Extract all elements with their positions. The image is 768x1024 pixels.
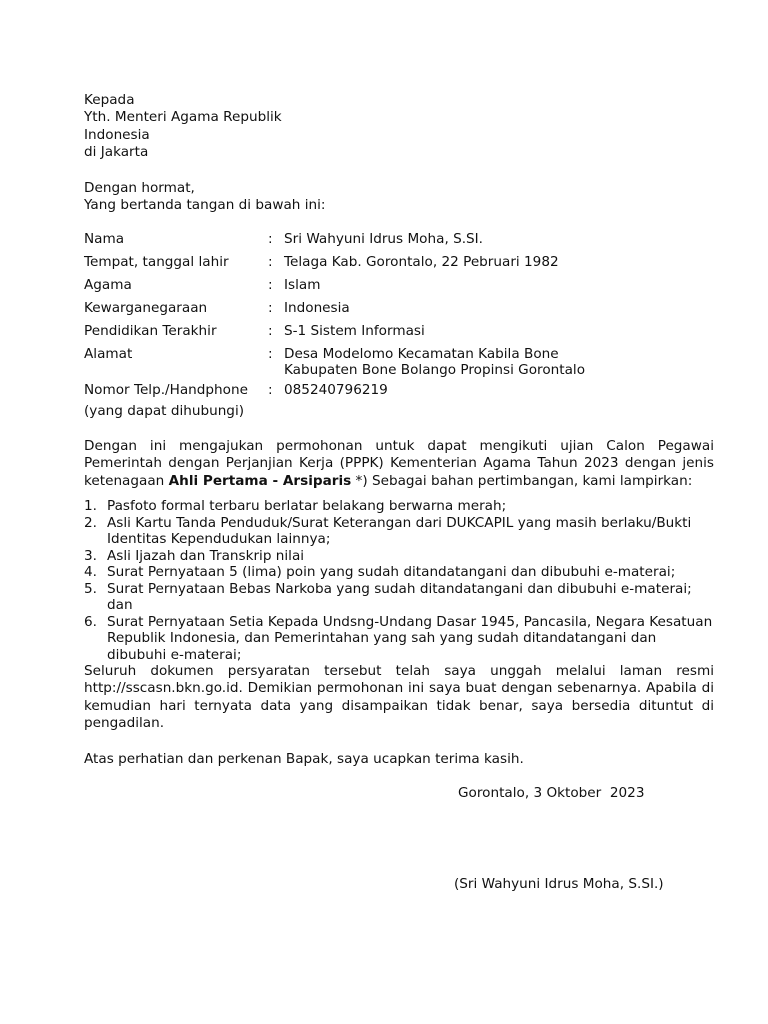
info-row-phone [84, 382, 714, 399]
info-colon: : [268, 277, 273, 294]
info-row-religion [84, 277, 714, 294]
info-colon: : [268, 345, 273, 362]
info-value-line: Sri Wahyuni Idrus Moha, S.SI. [284, 231, 483, 248]
info-colon: : [268, 254, 273, 271]
requirements-list [84, 498, 714, 663]
position-name: Ahli Pertama - Arsiparis [168, 472, 352, 489]
info-value-line: Kabupaten Bone Bolango Propinsi Gorontalo [284, 361, 586, 378]
info-value [284, 277, 714, 294]
info-colon: : [268, 323, 273, 340]
info-label: Agama [84, 277, 132, 294]
letter [84, 92, 714, 894]
signer-name: (Sri Wahyuni Idrus Moha, S.SI.) [454, 876, 664, 893]
list-item [84, 614, 714, 664]
list-item [84, 548, 714, 565]
info-value [284, 323, 714, 340]
info-label: Kewarganegaraan [84, 300, 208, 317]
info-label: Tempat, tanggal lahir [84, 254, 229, 271]
body-text: *) Sebagai bahan pertimbangan, kami lampirkan: [351, 472, 693, 489]
recipient-line: Indonesia [84, 126, 150, 143]
list-number: 4. [84, 564, 97, 580]
info-colon: : [268, 300, 273, 317]
info-colon: : [268, 381, 273, 398]
greeting: Dengan hormat, [84, 179, 195, 196]
info-value [284, 231, 714, 248]
info-colon: : [268, 231, 273, 248]
list-item [84, 515, 714, 548]
recipient-line: di Jakarta [84, 144, 149, 161]
info-value [284, 346, 714, 378]
body-text: Dengan ini mengajukan permohonan untuk dapat mengikuti ujian Calon Pegawai Pemerintah dengan Perjanjian Kerja (PPPK) Kementerian Agama Tahun 2023 dengan jenis ketenagaan [84, 437, 714, 489]
info-value [284, 254, 714, 271]
list-text: Surat Pernyataan Setia Kepada Undsng-Undang Dasar 1945, Pancasila, Negara Kesatuan Republik Indonesia, dan Pemerintahan yang sah yang sudah ditandatangani dan dibubuhi e-materai; [107, 613, 713, 663]
list-text: Asli Kartu Tanda Penduduk/Surat Keterangan dari DUKCAPIL yang masih berlaku/Bukti Identitas Kependudukan lainnya; [107, 514, 692, 547]
list-number: 3. [84, 547, 97, 564]
personal-info-table [84, 231, 714, 420]
list-text: Asli Ijazah dan Transkrip nilai [107, 547, 305, 564]
list-number: 2. [84, 514, 97, 531]
recipient-block [84, 92, 714, 162]
info-value-line: 085240796219 [284, 381, 388, 398]
contact-note: (yang dapat dihubungi) [84, 403, 245, 420]
thanks-line: Atas perhatian dan perkenan Bapak, saya ucapkan terima kasih. [84, 750, 524, 767]
info-value-line: Desa Modelomo Kecamatan Kabila Bone [284, 345, 559, 362]
recipient-line: Kepada [84, 92, 135, 108]
list-text: Surat Pernyataan 5 (lima) poin yang sudah ditandatangani dan dibubuhi e-materai; [107, 564, 676, 580]
closing-paragraph: Seluruh dokumen persyaratan tersebut telah saya unggah melalui laman resmi http://sscasn.bkn.go.id. Demikian permohonan ini saya buat dengan sebenarnya. Apabila di kemudian hari ternyata data yang disampaikan tidak benar, saya bersedia dituntut di pengadilan. [84, 663, 714, 732]
info-row-education [84, 323, 714, 340]
info-row-address [84, 346, 714, 378]
list-item [84, 564, 714, 581]
opening-block [84, 180, 714, 215]
list-item [84, 581, 714, 614]
application-paragraph [84, 438, 714, 490]
info-value [284, 382, 714, 399]
info-label: Nomor Telp./Handphone [84, 381, 248, 398]
list-item [84, 498, 714, 515]
info-value-line: Indonesia [284, 300, 350, 317]
info-row-citizenship [84, 300, 714, 317]
info-value-line: Islam [284, 277, 321, 294]
info-label: Alamat [84, 345, 133, 362]
list-text: Pasfoto formal terbaru berlatar belakang berwarna merah; [107, 498, 507, 514]
list-number: 6. [84, 613, 97, 630]
recipient-line: Yth. Menteri Agama Republik [84, 109, 282, 126]
info-value-line: S-1 Sistem Informasi [284, 323, 425, 340]
list-number: 1. [84, 498, 97, 514]
list-number: 5. [84, 580, 97, 597]
intro-line: Yang bertanda tangan di bawah ini: [84, 197, 326, 214]
list-text: Surat Pernyataan Bebas Narkoba yang sudah ditandatangani dan dibubuhi e-materai; dan [107, 580, 692, 613]
info-value [284, 300, 714, 317]
info-label: Pendidikan Terakhir [84, 323, 217, 340]
info-label: Nama [84, 231, 125, 248]
place-date: Gorontalo, 3 Oktober 2023 [458, 785, 645, 802]
info-value-line: Telaga Kab. Gorontalo, 22 Pebruari 1982 [284, 254, 559, 271]
info-row-birth [84, 254, 714, 271]
info-row-name [84, 231, 714, 248]
